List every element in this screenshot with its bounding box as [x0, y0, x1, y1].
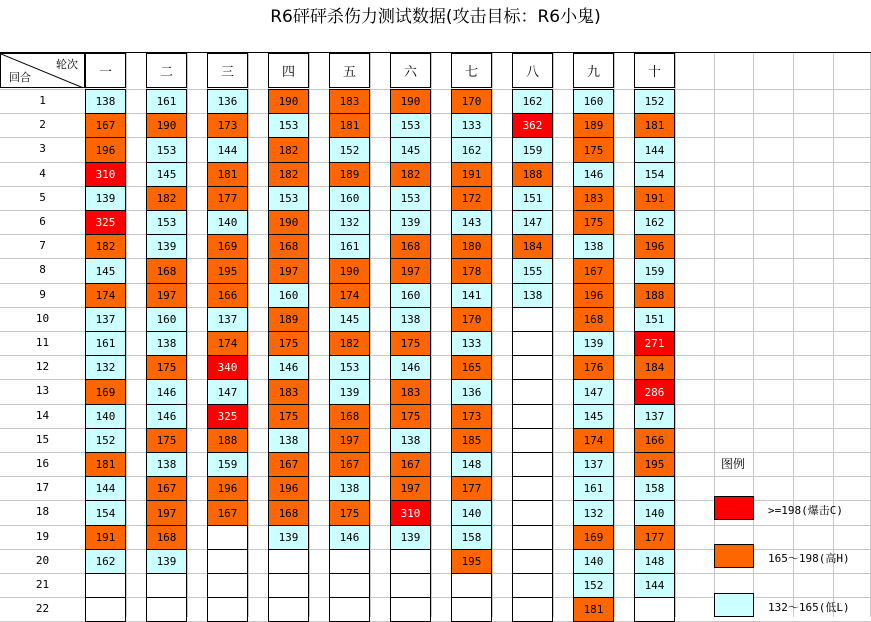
- data-cell: 153: [390, 186, 431, 211]
- data-cell: 138: [146, 452, 187, 477]
- round-number: 5: [39, 190, 46, 204]
- data-cell: 140: [451, 500, 492, 526]
- data-cell: [512, 428, 553, 453]
- corner-label-turn: 回合: [9, 71, 31, 84]
- data-cell: 190: [146, 113, 187, 138]
- data-cell: 188: [207, 428, 248, 453]
- column-header: 四: [268, 53, 309, 88]
- data-cell: 160: [329, 186, 370, 211]
- grid-vline: [431, 53, 432, 617]
- data-cell: 182: [85, 234, 126, 259]
- data-cell: [512, 500, 553, 526]
- data-cell: 182: [268, 162, 309, 187]
- data-cell: 139: [390, 525, 431, 550]
- data-cell: 152: [634, 89, 675, 114]
- data-cell: 140: [207, 210, 248, 235]
- round-number: 8: [39, 263, 46, 277]
- data-cell: 139: [146, 234, 187, 259]
- legend-label-low: 132～165(低L): [768, 601, 850, 614]
- data-cell: 145: [329, 307, 370, 332]
- data-cell: [329, 573, 370, 598]
- data-cell: 140: [634, 500, 675, 526]
- data-cell: 146: [573, 162, 614, 187]
- data-cell: 196: [85, 137, 126, 163]
- data-cell: 310: [85, 162, 126, 187]
- data-cell: 138: [573, 234, 614, 259]
- data-cell: 196: [268, 476, 309, 501]
- legend-swatch-crit: [714, 496, 754, 520]
- data-cell: 160: [146, 307, 187, 332]
- data-cell: 362: [512, 113, 553, 138]
- data-cell: 161: [146, 89, 187, 114]
- data-cell: 138: [329, 476, 370, 501]
- round-number: 14: [35, 408, 50, 422]
- legend-label-high: 165～198(高H): [768, 552, 850, 565]
- data-cell: 152: [573, 573, 614, 598]
- data-cell: 139: [268, 525, 309, 550]
- column-header: 一: [85, 53, 126, 88]
- data-cell: 170: [451, 307, 492, 332]
- data-cell: 162: [451, 137, 492, 163]
- data-cell: 153: [146, 137, 187, 163]
- data-cell: 181: [634, 113, 675, 138]
- data-cell: 141: [451, 283, 492, 308]
- data-cell: 147: [512, 210, 553, 235]
- data-cell: 168: [329, 404, 370, 429]
- round-number: 9: [39, 287, 46, 301]
- data-cell: [512, 573, 553, 598]
- grid-vline: [753, 53, 754, 617]
- data-cell: [634, 597, 675, 622]
- data-cell: [146, 597, 187, 622]
- data-cell: 195: [634, 452, 675, 477]
- data-cell: 161: [329, 234, 370, 259]
- data-cell: 174: [207, 331, 248, 356]
- data-cell: 133: [451, 113, 492, 138]
- data-cell: 161: [573, 476, 614, 501]
- grid-vline: [553, 53, 554, 617]
- data-cell: 188: [512, 162, 553, 187]
- grid-hline: [0, 379, 871, 380]
- grid-hline: [0, 525, 871, 526]
- data-cell: 167: [85, 113, 126, 138]
- data-cell: 182: [329, 331, 370, 356]
- data-cell: 158: [634, 476, 675, 501]
- data-cell: 151: [634, 307, 675, 332]
- data-cell: 160: [268, 283, 309, 308]
- data-cell: 139: [573, 331, 614, 356]
- data-cell: 144: [634, 573, 675, 598]
- column-header: 五: [329, 53, 370, 88]
- grid-hline: [0, 283, 871, 284]
- data-cell: [329, 549, 370, 574]
- data-cell: [512, 452, 553, 477]
- data-cell: 173: [451, 404, 492, 429]
- data-cell: 167: [146, 476, 187, 501]
- data-cell: 176: [573, 355, 614, 380]
- data-cell: 133: [451, 331, 492, 356]
- data-cell: 181: [85, 452, 126, 477]
- round-number: 19: [35, 529, 50, 543]
- data-cell: 172: [451, 186, 492, 211]
- data-cell: 132: [85, 355, 126, 380]
- data-cell: 137: [634, 404, 675, 429]
- grid-hline: [0, 404, 871, 405]
- column-header: 八: [512, 53, 553, 88]
- round-number: 11: [35, 336, 50, 349]
- round-number: 1: [39, 94, 46, 107]
- data-cell: 147: [207, 379, 248, 405]
- data-cell: [451, 573, 492, 598]
- legend-label-crit: >=198(爆击C): [768, 504, 843, 517]
- data-cell: [207, 573, 248, 598]
- data-cell: 168: [146, 258, 187, 284]
- grid-vline: [614, 53, 615, 617]
- data-cell: 175: [268, 404, 309, 429]
- data-cell: 178: [451, 258, 492, 284]
- data-cell: 153: [390, 113, 431, 138]
- grid-hline: [0, 258, 871, 259]
- data-cell: 168: [146, 525, 187, 550]
- data-cell: 166: [207, 283, 248, 308]
- data-cell: 197: [390, 258, 431, 284]
- data-cell: 162: [512, 89, 553, 114]
- data-cell: 146: [146, 379, 187, 405]
- data-cell: 170: [451, 89, 492, 114]
- data-cell: 137: [207, 307, 248, 332]
- round-number: 4: [39, 166, 46, 180]
- round-number: 7: [39, 239, 46, 253]
- data-cell: 197: [146, 283, 187, 308]
- corner-header: [0, 53, 85, 88]
- legend-swatch-high: [714, 544, 754, 568]
- legend-swatch-low: [714, 593, 754, 617]
- data-cell: 191: [451, 162, 492, 187]
- data-cell: 183: [573, 186, 614, 211]
- data-cell: 174: [85, 283, 126, 308]
- data-cell: 325: [207, 404, 248, 429]
- data-cell: 167: [390, 452, 431, 477]
- data-cell: 182: [146, 186, 187, 211]
- data-cell: 197: [146, 500, 187, 526]
- data-cell: 168: [268, 500, 309, 526]
- data-cell: [512, 525, 553, 550]
- data-cell: 153: [268, 186, 309, 211]
- data-cell: 138: [390, 428, 431, 453]
- data-cell: 175: [146, 355, 187, 380]
- data-cell: [512, 549, 553, 574]
- round-number: 15: [35, 432, 50, 446]
- data-cell: 286: [634, 379, 675, 405]
- data-cell: 182: [268, 137, 309, 163]
- data-cell: 153: [146, 210, 187, 235]
- data-cell: [207, 525, 248, 550]
- data-cell: 175: [268, 331, 309, 356]
- data-cell: 145: [146, 162, 187, 187]
- data-cell: 340: [207, 355, 248, 380]
- data-cell: 191: [634, 186, 675, 211]
- data-cell: 196: [573, 283, 614, 308]
- data-cell: 136: [451, 379, 492, 405]
- data-cell: 145: [390, 137, 431, 163]
- grid-hline: [0, 234, 871, 235]
- data-cell: 175: [390, 404, 431, 429]
- data-cell: 190: [268, 210, 309, 235]
- data-cell: 181: [207, 162, 248, 187]
- data-cell: 197: [390, 476, 431, 501]
- grid-vline: [793, 53, 794, 617]
- data-cell: 138: [85, 89, 126, 114]
- data-cell: [512, 404, 553, 429]
- data-cell: 144: [207, 137, 248, 163]
- data-cell: 151: [512, 186, 553, 211]
- data-cell: 139: [390, 210, 431, 235]
- data-cell: 147: [573, 379, 614, 405]
- data-cell: 190: [268, 89, 309, 114]
- round-number: 2: [39, 118, 46, 132]
- data-cell: 168: [268, 234, 309, 259]
- data-cell: 165: [451, 355, 492, 380]
- data-cell: 168: [390, 234, 431, 259]
- data-cell: 183: [390, 379, 431, 405]
- data-cell: 271: [634, 331, 675, 356]
- grid-hline: [0, 137, 871, 138]
- legend-title: 图例: [721, 457, 746, 471]
- data-cell: [512, 307, 553, 332]
- title-divider: [0, 52, 871, 53]
- grid-vline: [126, 53, 127, 617]
- data-cell: 152: [85, 428, 126, 453]
- data-cell: 196: [207, 476, 248, 501]
- data-cell: 152: [329, 137, 370, 163]
- data-cell: 138: [268, 428, 309, 453]
- data-cell: 180: [451, 234, 492, 259]
- data-cell: 154: [634, 162, 675, 187]
- round-number: 17: [35, 481, 50, 495]
- data-cell: 197: [329, 428, 370, 453]
- data-cell: 137: [573, 452, 614, 477]
- data-cell: 188: [634, 283, 675, 308]
- grid-hline: [0, 428, 871, 429]
- data-cell: 159: [512, 137, 553, 163]
- data-cell: [390, 597, 431, 622]
- data-cell: 162: [634, 210, 675, 235]
- data-cell: 174: [329, 283, 370, 308]
- grid-hline: [0, 573, 871, 574]
- data-cell: 144: [85, 476, 126, 501]
- data-cell: 144: [634, 137, 675, 163]
- grid-vline: [492, 53, 493, 617]
- grid-vline: [187, 53, 188, 617]
- data-cell: 139: [85, 186, 126, 211]
- column-header: 六: [390, 53, 431, 88]
- data-cell: 143: [451, 210, 492, 235]
- grid-vline: [833, 53, 834, 617]
- grid-hline: [0, 89, 871, 90]
- data-cell: 175: [146, 428, 187, 453]
- round-number: 3: [39, 142, 46, 156]
- data-cell: 148: [451, 452, 492, 477]
- data-cell: 177: [451, 476, 492, 501]
- data-cell: 189: [573, 113, 614, 138]
- data-cell: 166: [634, 428, 675, 453]
- data-cell: [512, 379, 553, 405]
- grid-hline: [0, 355, 871, 356]
- data-cell: 145: [573, 404, 614, 429]
- data-cell: [207, 549, 248, 574]
- data-cell: 181: [573, 597, 614, 622]
- data-cell: 182: [390, 162, 431, 187]
- data-cell: 169: [573, 525, 614, 550]
- data-cell: [512, 476, 553, 501]
- data-cell: [85, 597, 126, 622]
- data-cell: 325: [85, 210, 126, 235]
- grid-hline: [0, 452, 871, 453]
- data-cell: 190: [390, 89, 431, 114]
- grid-hline: [0, 186, 871, 187]
- data-cell: 136: [207, 89, 248, 114]
- column-header: 九: [573, 53, 614, 88]
- grid-vline: [370, 53, 371, 617]
- data-cell: 196: [634, 234, 675, 259]
- data-cell: 190: [329, 258, 370, 284]
- grid-hline: [0, 476, 871, 477]
- data-cell: 184: [512, 234, 553, 259]
- round-number: 18: [35, 505, 50, 519]
- round-number: 10: [35, 311, 50, 325]
- grid-hline: [0, 210, 871, 211]
- data-cell: 183: [268, 379, 309, 405]
- data-cell: 145: [85, 258, 126, 284]
- data-cell: [268, 573, 309, 598]
- data-cell: 183: [329, 89, 370, 114]
- data-cell: 154: [85, 500, 126, 526]
- sheet-title: R6砰砰杀伤力测试数据(攻击目标：R6小鬼): [270, 7, 601, 27]
- data-cell: 159: [207, 452, 248, 477]
- column-header: 三: [207, 53, 248, 88]
- column-header: 七: [451, 53, 492, 88]
- data-cell: 160: [573, 89, 614, 114]
- data-cell: 153: [329, 355, 370, 380]
- data-cell: 175: [573, 137, 614, 163]
- data-cell: [451, 597, 492, 622]
- grid-hline: [0, 162, 871, 163]
- data-cell: 160: [390, 283, 431, 308]
- data-cell: 173: [207, 113, 248, 138]
- round-number: 6: [39, 215, 46, 228]
- data-cell: 138: [512, 283, 553, 308]
- data-cell: 175: [390, 331, 431, 356]
- data-cell: 189: [268, 307, 309, 332]
- data-cell: 181: [329, 113, 370, 138]
- data-cell: 177: [207, 186, 248, 211]
- data-cell: [512, 355, 553, 380]
- data-cell: 177: [634, 525, 675, 550]
- data-cell: 167: [573, 258, 614, 284]
- round-number: 12: [35, 360, 50, 374]
- data-cell: 167: [268, 452, 309, 477]
- data-cell: [390, 573, 431, 598]
- data-cell: 197: [268, 258, 309, 284]
- data-cell: 310: [390, 500, 431, 526]
- column-header: 十: [634, 53, 675, 88]
- data-cell: 169: [85, 379, 126, 405]
- data-cell: 167: [329, 452, 370, 477]
- data-cell: 195: [207, 258, 248, 284]
- data-cell: 167: [207, 500, 248, 526]
- data-cell: 146: [390, 355, 431, 380]
- data-cell: 140: [573, 549, 614, 574]
- data-cell: 148: [634, 549, 675, 574]
- round-number: 20: [35, 553, 50, 567]
- grid-hline: [0, 113, 871, 114]
- grid-hline: [0, 331, 871, 332]
- round-number: 13: [35, 384, 50, 398]
- round-number: 22: [35, 602, 50, 616]
- data-cell: 161: [85, 331, 126, 356]
- data-cell: 146: [268, 355, 309, 380]
- data-cell: 184: [634, 355, 675, 380]
- data-cell: [329, 597, 370, 622]
- data-cell: [512, 597, 553, 622]
- grid-vline: [675, 53, 676, 617]
- data-cell: 132: [573, 500, 614, 526]
- data-cell: 175: [573, 210, 614, 235]
- data-cell: 191: [85, 525, 126, 550]
- data-cell: [268, 549, 309, 574]
- round-number: 21: [35, 578, 50, 591]
- data-cell: 146: [329, 525, 370, 550]
- data-cell: 138: [390, 307, 431, 332]
- data-cell: 175: [329, 500, 370, 526]
- data-cell: [207, 597, 248, 622]
- grid-vline: [248, 53, 249, 617]
- corner-label-round: 轮次: [56, 58, 78, 71]
- data-cell: [268, 597, 309, 622]
- grid-hline: [0, 307, 871, 308]
- data-cell: 140: [85, 404, 126, 429]
- data-cell: 153: [268, 113, 309, 138]
- data-cell: [146, 573, 187, 598]
- data-cell: 185: [451, 428, 492, 453]
- data-cell: 195: [451, 549, 492, 574]
- grid-vline: [309, 53, 310, 617]
- data-cell: [390, 549, 431, 574]
- data-cell: 158: [451, 525, 492, 550]
- data-cell: 146: [146, 404, 187, 429]
- column-header: 二: [146, 53, 187, 88]
- data-cell: 168: [573, 307, 614, 332]
- data-cell: 137: [85, 307, 126, 332]
- grid-vline: [714, 53, 715, 617]
- data-cell: [85, 573, 126, 598]
- data-cell: 132: [329, 210, 370, 235]
- data-cell: 162: [85, 549, 126, 574]
- round-number: 16: [35, 457, 50, 470]
- data-cell: 159: [634, 258, 675, 284]
- data-cell: 174: [573, 428, 614, 453]
- data-cell: 139: [146, 549, 187, 574]
- data-cell: [512, 331, 553, 356]
- data-cell: 169: [207, 234, 248, 259]
- data-cell: 138: [146, 331, 187, 356]
- data-cell: 139: [329, 379, 370, 405]
- data-cell: 155: [512, 258, 553, 284]
- data-cell: 189: [329, 162, 370, 187]
